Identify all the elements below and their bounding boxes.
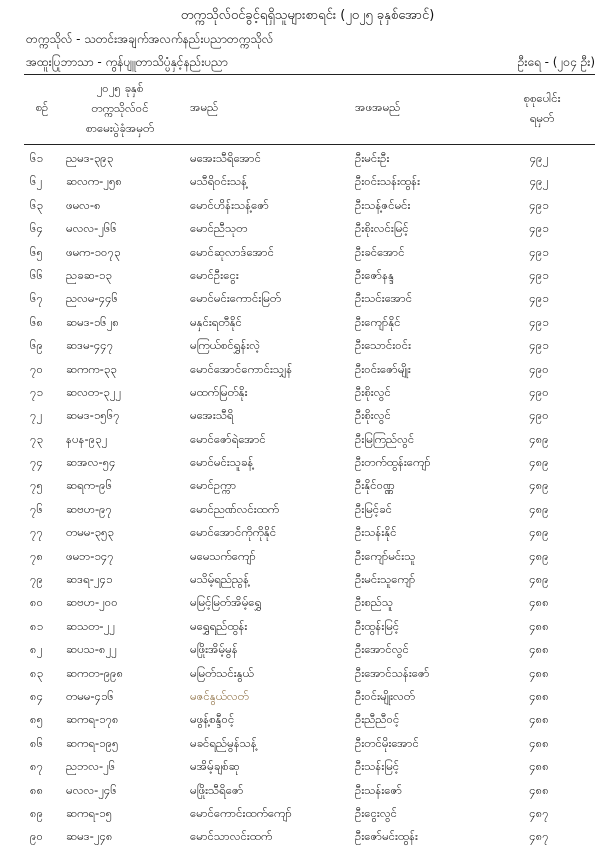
cell-father: ဦးသောင်းဝင်း [355, 338, 411, 353]
cell-no: ၈၄ [30, 688, 44, 703]
cell-reg: ဆမဒ-၁၆၂၈ [66, 314, 119, 329]
table-row [24, 779, 595, 802]
header-rule-bottom [24, 144, 595, 145]
cell-father: ဦးသန်းနိုင် [355, 525, 397, 540]
table-row [24, 825, 595, 848]
cell-name: မောင်ညဏ်လင်းထက် [190, 501, 280, 516]
table-row [24, 685, 595, 708]
cell-marks: ၄၉၀ [529, 361, 549, 376]
table-row [24, 428, 595, 451]
cell-no: ၈၂ [30, 642, 43, 657]
cell-no: ၈၁ [30, 618, 44, 633]
cell-reg: နပန-၉၃၂ [66, 431, 108, 446]
cell-marks: ၄၉၀ [529, 384, 549, 399]
cell-no: ၈၃ [30, 665, 44, 680]
cell-name: မောင်အောင်ကိုကိုနိုင် [190, 525, 277, 540]
col-header-no: စဉ် [35, 100, 49, 114]
cell-reg: ဆကရ-၁၇၈ [66, 712, 119, 727]
cell-marks: ၄၉၂ [529, 151, 549, 165]
cell-father: ဦးငွေးလွင် [355, 805, 398, 820]
col-header-name: အမည် [190, 100, 219, 114]
cell-father: ဦးမင်းသူကျော် [355, 572, 416, 587]
cell-father: ဦးစည်သူ [355, 595, 394, 610]
cell-father: ဦးထွန်းမြင့် [355, 618, 400, 633]
cell-name: မအိမ့်ချစ်ဆု [190, 759, 240, 774]
table-row [24, 474, 595, 497]
cell-no: ၇၄ [30, 455, 43, 470]
cell-name: မမြင့်မြတ်အိမ့်ရွှေ [190, 595, 262, 610]
cell-father: ဦးသင်းအောင် [355, 291, 413, 306]
cell-father: ဦးခင်အောင် [355, 244, 405, 259]
cell-father: ဦးစိုးလင်းမြင့် [355, 221, 409, 236]
table-row [24, 521, 595, 544]
cell-name: မမေသက်ကျော် [190, 548, 256, 563]
cell-name: မဖွန့်စန္ဒီဝင့် [190, 712, 235, 727]
cell-reg: ဆဗဟ-၂၀၀ [66, 595, 118, 610]
cell-no: ၆၁ [30, 151, 43, 165]
cell-no: ၇၅ [30, 478, 43, 493]
cell-reg: ဆဒရ-၂၄၁ [66, 572, 113, 587]
cell-no: ၇၃ [30, 431, 43, 446]
table-row [24, 545, 595, 568]
cell-name: မဖြိုးသီရိဇော် [190, 782, 244, 797]
cell-name: မထက်မြတ်နိုး [190, 384, 248, 399]
cell-reg: ညဘလ-၂၆ [66, 759, 116, 774]
table-row [24, 264, 595, 287]
cell-marks: ၄၈၉ [529, 455, 549, 470]
cell-no: ၇၀ [30, 361, 43, 376]
cell-marks: ၄၉၁ [529, 314, 549, 329]
cell-marks: ၄၈၈ [529, 759, 549, 774]
cell-father: ဦးစိုးလွင် [355, 384, 391, 399]
col-header-reg-line2: တက္ကသိုလ်ဝင် [91, 101, 149, 115]
table-row [24, 194, 595, 217]
cell-reg: မလလ-၂၄၆ [66, 782, 117, 797]
col-header-reg-line3: စာမေးပွဲခုံအမှတ် [85, 121, 155, 135]
cell-father: ဦးမြင့်ခင် [355, 501, 393, 516]
cell-marks: ၄၈၇ [529, 829, 549, 844]
cell-name: မောင်ဥက္ကာ [190, 478, 237, 493]
cell-reg: ဆသတ-၂၂ [66, 618, 115, 633]
cell-name: မောင်ဟိန်းသန့်ဇော် [190, 197, 269, 212]
cell-name: မောင်သာလင်းထက် [190, 829, 273, 844]
cell-marks: ၄၈၉ [529, 548, 549, 563]
cell-father: ဦးဇော်မင်းထွန်း [355, 829, 418, 844]
header-rule-top [24, 74, 595, 75]
cell-father: ဦးသန့်ဇင်မင်း [355, 197, 411, 212]
table-row [24, 755, 595, 778]
cell-father: ဦးတက်ထွန်းကျော် [355, 455, 431, 470]
cell-marks: ၄၉၁ [529, 267, 549, 282]
cell-name: မသီရိဝင်းသန့် [190, 174, 248, 189]
cell-marks: ၄၈၇ [529, 805, 549, 820]
cell-reg: ဆလက-၂၅၈ [66, 174, 122, 189]
cell-reg: ညခဆ-၁၃ [66, 267, 112, 282]
cell-reg: ဖမဘ-၁၄၇ [66, 548, 114, 563]
table-row [24, 287, 595, 310]
cell-name: မမြတ်သင်းနွယ် [190, 665, 254, 680]
cell-no: ၈၆ [30, 735, 44, 750]
cell-marks: ၄၈၈ [529, 642, 549, 657]
cell-marks: ၄၈၈ [529, 782, 549, 797]
cell-father: ဦးသန်းဇော် [355, 782, 403, 797]
cell-reg: ဖမလ-၈ [66, 197, 101, 212]
table-row [24, 638, 595, 661]
cell-reg: ဆလတ-၃၂၂ [66, 384, 122, 399]
cell-reg: ညမဒ-၃၉၃ [66, 151, 114, 165]
total-count: ဦးရေ - (၂၀၄ ဦး) [517, 55, 595, 69]
col-header-reg [62, 78, 178, 138]
cell-no: ၇၆ [30, 501, 43, 516]
cell-no: ၈၉ [30, 805, 44, 820]
table-row [24, 662, 595, 685]
cell-father: ဦးစိုးလွင် [355, 408, 391, 423]
university-line: တက္ကသိုလ် - သတင်းအချက်အလက်နည်းပညာတက္ကသိုလ် [26, 32, 274, 46]
cell-no: ၉၀ [30, 829, 43, 844]
cell-father: ဦးမင်းဦး [355, 151, 390, 165]
cell-name: မောင်ကောင်းထက်ကျော် [190, 805, 292, 820]
cell-name: မဇင်နွယ်လတ် [190, 688, 249, 703]
table-row [24, 381, 595, 404]
cell-reg: ဆရက-၉၆ [66, 478, 113, 493]
cell-marks: ၄၈၉ [529, 525, 549, 540]
subject-line: အထူးပြုဘာသာ - ကွန်ပျူတာသိပ္ပံနှင့်နည်းပညာ [26, 55, 228, 69]
cell-marks: ၄၈၈ [529, 712, 549, 727]
cell-marks: ၄၉၁ [529, 291, 549, 306]
cell-name: မောင်ညီသုတ [190, 221, 248, 236]
table-row [24, 358, 595, 381]
cell-reg: မလလ-၂၆၆ [66, 221, 117, 236]
cell-reg: ဆကက-၃၃ [66, 361, 117, 376]
table-row [24, 708, 595, 731]
table-row [24, 568, 595, 591]
cell-no: ၆၆ [30, 267, 43, 282]
cell-reg: ဆဒမ-၄၄၇ [66, 338, 114, 353]
cell-no: ၆၈ [30, 314, 44, 329]
cell-father: ဦးဇော်နန္ဒ [355, 267, 395, 282]
cell-reg: ဆပသ-၈၂၂ [66, 642, 117, 657]
cell-father: ဦးညီညီဝင့် [355, 712, 400, 727]
cell-father: ဦးသန်းမြင့် [355, 759, 400, 774]
cell-reg: ဆမဒ-၂၄၈ [66, 829, 113, 844]
cell-marks: ၄၈၉ [529, 572, 549, 587]
cell-no: ၈၀ [30, 595, 44, 610]
col-header-marks-line1: စုစုပေါင်း [523, 91, 561, 105]
cell-no: ၇၁ [30, 384, 43, 399]
cell-name: မအေးသီရိအောင် [190, 151, 262, 165]
table-row [24, 170, 595, 193]
cell-father: ဦးဝင်းမျိုးလတ် [355, 688, 415, 703]
cell-name: မောင်ဇော်ရဲအောင် [190, 431, 266, 446]
cell-father: ဦးဝင်းသန်းထွန်း [355, 174, 421, 189]
table-row [24, 615, 595, 638]
cell-reg: ဆဗဟ-၉၇ [66, 501, 113, 516]
table-row [24, 404, 595, 427]
cell-name: မအေးသီရိ [190, 408, 234, 423]
cell-name: မောင်ဆုလာဒ်အောင် [190, 244, 275, 259]
cell-father: ဦးတင်မိုးအောင် [355, 735, 419, 750]
cell-father: ဦးကျော်မင်းသူ [355, 548, 416, 563]
cell-reg: ဆအလ-၅၄ [66, 455, 116, 470]
cell-reg: ဆကရ-၁၅ [66, 805, 113, 820]
cell-marks: ၄၈၉ [529, 501, 549, 516]
cell-no: ၆၂ [30, 174, 43, 189]
cell-marks: ၄၉၂ [529, 174, 549, 189]
cell-no: ၈၅ [30, 712, 44, 727]
cell-marks: ၄၉၁ [529, 197, 549, 212]
cell-marks: ၄၉၁ [529, 244, 549, 259]
table-row [24, 802, 595, 825]
cell-reg: ဆကရ-၁၉၅ [66, 735, 119, 750]
cell-reg: တမမ-၃၅၃ [66, 525, 114, 540]
table-row [24, 311, 595, 334]
cell-name: မောင်မင်းသူခန့် [190, 455, 254, 470]
cell-no: ၇၉ [30, 572, 43, 587]
cell-no: ၇၈ [30, 548, 44, 563]
table-row [24, 241, 595, 264]
cell-father: ဦးအောင်သန်းဇော် [355, 665, 430, 680]
cell-father: ဦးကျော်နိုင် [355, 314, 401, 329]
col-header-father: အဖအမည် [355, 100, 401, 114]
cell-name: မခင်ရည်မွန်သန့် [190, 735, 257, 750]
cell-no: ၈၈ [30, 782, 44, 797]
table-row [24, 451, 595, 474]
cell-marks: ၄၉၁ [529, 338, 549, 353]
col-header-marks-line2: ရမှတ် [529, 111, 555, 125]
cell-father: ဦးအောင်လွင် [355, 642, 409, 657]
cell-father: ဦးနိုင်ဝဏ္ဏ [355, 478, 395, 493]
cell-no: ၆၅ [30, 244, 43, 259]
col-header-reg-line1: ၂၀၂၅ ခုနှစ် [96, 81, 144, 95]
cell-name: မောင်အောင်ကောင်းသျှန် [190, 361, 293, 376]
cell-no: ၇၇ [30, 525, 43, 540]
cell-marks: ၄၈၈ [529, 665, 549, 680]
cell-reg: ဖမက-၁၀၇၃ [66, 244, 121, 259]
cell-name: မောင်ဦးငွေး [190, 267, 239, 282]
cell-no: ၇၂ [30, 408, 43, 423]
cell-reg: ဆကတ-၉၉၈ [66, 665, 124, 680]
cell-name: မသိမ့်ရည်ညွန့် [190, 572, 250, 587]
cell-no: ၆၄ [30, 221, 43, 236]
cell-no: ၆၇ [30, 291, 43, 306]
cell-marks: ၄၈၈ [529, 595, 549, 610]
cell-father: ဦးဝင်းဇော်မျိုး [355, 361, 411, 376]
cell-name: မောင်မင်းကောင်းမြတ် [190, 291, 282, 306]
cell-father: ဦးမြကြည်လွင် [355, 431, 415, 446]
cell-marks: ၄၈၉ [529, 478, 549, 493]
cell-no: ၈၇ [30, 759, 44, 774]
cell-name: မဖြိုးအိမ့်မွန် [190, 642, 238, 657]
cell-reg: ညလမ-၄၄၆ [66, 291, 119, 306]
cell-name: မနှင်းရတီနိုင် [190, 314, 242, 329]
cell-no: ၆၃ [30, 197, 43, 212]
table-row [24, 334, 595, 357]
table-row [24, 147, 595, 170]
cell-reg: ဆမဒ-၁၅၆၇ [66, 408, 120, 423]
col-header-marks [490, 88, 594, 128]
table-row [24, 591, 595, 614]
cell-marks: ၄၉၀ [529, 408, 549, 423]
cell-name: မကြယ်စင်ရွှန်းလဲ့ [190, 338, 261, 353]
cell-marks: ၄၈၈ [529, 618, 549, 633]
cell-marks: ၄၈၉ [529, 431, 549, 446]
cell-reg: တမမ-၄၁၆ [66, 688, 114, 703]
cell-marks: ၄၉၁ [529, 221, 549, 236]
page-title: တက္ကသိုလ်ဝင်ခွင့်ရရှိသူများစာရင်း (၂၀၂၅ ခုနှစ်အောင်) [180, 8, 435, 23]
results-table [24, 147, 595, 849]
cell-no: ၆၉ [30, 338, 43, 353]
table-row [24, 217, 595, 240]
table-row [24, 732, 595, 755]
cell-name: မရွှေရည်ထွန်း [190, 618, 248, 633]
cell-marks: ၄၈၈ [529, 688, 549, 703]
table-row [24, 498, 595, 521]
cell-marks: ၄၈၈ [529, 735, 549, 750]
